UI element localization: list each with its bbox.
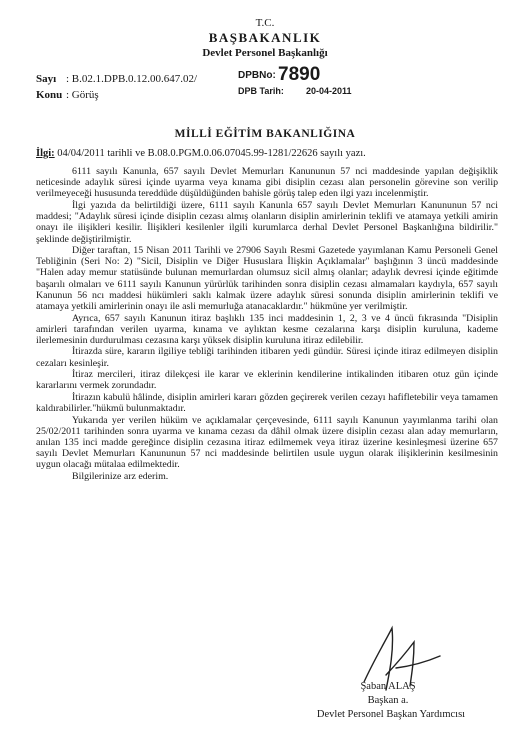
dpb-no-value: 7890	[278, 64, 321, 85]
paragraph: 6111 sayılı Kanunla, 657 sayılı Devlet Memurları Kanununun 57 nci maddesinde yapılan değişiklik neticesinde adaylık süresi içinde uyarma veya kınama gibi disiplin cezası alan personelin görevine son verilip verilmeyeceği hususunda tereddüde düşüldüğünden bahisle görüş talep eden ilgi yazı incelenmiştir.	[36, 166, 498, 200]
paragraph: Diğer taraftan, 15 Nisan 2011 Tarihli ve 27906 Sayılı Resmi Gazetede yayımlanan Kamu Personeli Genel Tebliğinin (Seri No: 2) "Sicil, Disiplin ve Diğer Hususlara İlişkin Açıklamalar" başlığının 3 üncü maddesinde "Halen aday memur statüsünde bulunan memurlardan olumsuz sicil almış olanlar; adaylık devresi içinde eğitimde başarılı olmaları ve 6111 sayılı Kanunun yürürlük tarihinden sonra disiplin cezası almamaları kaydıyla, 657 sayılı Kanunun 56 ncı maddesi hükümleri saklı kalmak üzere adaylık süresi sonunda disiplin amirlerinin teklifi ve atamaya yetkili amirlerinin onayı ile asli memurluğa atanacaklardır." hükmüne yer verilmiştir.	[36, 245, 498, 313]
dpb-no-label: DPBNo:	[238, 70, 276, 81]
dpb-date-value: 20-04-2011	[306, 86, 352, 96]
sayi-value: : B.02.1.DPB.0.12.00.647.02/	[66, 73, 198, 85]
sayi-label: Sayı	[36, 73, 57, 85]
reference-label: İlgi:	[36, 148, 55, 159]
addressee: MİLLİ EĞİTİM BAKANLIĞINA	[174, 128, 356, 140]
paragraph: Bilgilerinize arz ederim.	[72, 470, 169, 482]
paragraph: İlgi yazıda da belirtildiği üzere, 6111 sayılı Kanunla 657 sayılı Devlet Memurları Kanununun 57 nci maddesi; "Adaylık süresi içinde disiplin cezası almış olanların disiplin amirlerinin teklifi ve atamaya yetkili amirin onayı ile ilişikleri kesilir. İlişikleri kesilenler ilgili kurumlarca derhal Devlet Personel Başkanlığına bildirilir." şeklinde değiştirilmiştir.	[36, 199, 498, 245]
reference-text: 04/04/2011 tarihli ve B.08.0.PGM.0.06.07045.99-1281/22626 sayılı yazı.	[54, 148, 366, 159]
paragraph: Ayrıca, 657 sayılı Kanunun itiraz başlıklı 135 inci maddesinin 1, 2, 3 ve 4 üncü fıkrasında "Disiplin amirleri tarafından verilen uyarma, kınama ve aylıktan kesme cezalarına karşı disiplin kuruluna, kademe ilerlemesinin durdurulması cezasına karşı yüksek disiplin kuruluna itiraz edilebilir.	[36, 312, 498, 346]
paragraph: İtirazda süre, kararın ilgiliye tebliği tarihinden itibaren yedi gündür. Süresi içinde itiraz edilmeyen disiplin cezaları kesinleşir.	[36, 346, 498, 369]
header-tc: T.C.	[255, 17, 275, 29]
dpb-date-label: DPB Tarih:	[238, 86, 284, 96]
sayi-line	[36, 73, 197, 85]
paragraph: İtiraz mercileri, itiraz dilekçesi ile karar ve eklerinin kendilerine intikalinden itibaren otuz gün içinde kararlarını vermek zorundadır.	[36, 369, 498, 392]
signatory-name: Şaban ALAŞ	[360, 681, 416, 692]
reference-line	[36, 148, 366, 159]
header-department: Devlet Personel Başkanlığı	[202, 47, 328, 59]
header-organization: BAŞBAKANLIK	[208, 30, 322, 45]
signatory-title: Başkan a.	[367, 695, 409, 706]
paragraph: İtirazın kabulü hâlinde, disiplin amirleri kararı gözden geçirerek verilen cezayı hafifletebilir veya tamamen kaldırabilirler."hükmü bulunmaktadır.	[36, 391, 498, 415]
paragraph: Yukarıda yer verilen hüküm ve açıklamalar çerçevesinde, 6111 sayılı Kanunun yayımlanma tarihi olan 25/02/2011 tarihinden sonra uyarma ve kınama cezası da dâhil olmak üzere disiplin cezası alan aday memurların, anılan 135 inci madde gereğince disiplin cezasına itiraz edilmemek veya itiraz üzerine kesinleşmesi üzerine 657 sayılı Devlet Memurları Kanununun 57 nci maddesinde belirtilen usule uygun olarak ilişiklerinin kesilmesinin uygun olacağı mütalaa edilmektedir.	[36, 414, 498, 471]
konu-value: : Görüş	[66, 89, 99, 101]
konu-label: Konu	[36, 89, 63, 101]
letter-body	[36, 166, 498, 482]
konu-line	[36, 89, 99, 101]
signatory-position: Devlet Personel Başkan Yardımcısı	[316, 709, 466, 720]
